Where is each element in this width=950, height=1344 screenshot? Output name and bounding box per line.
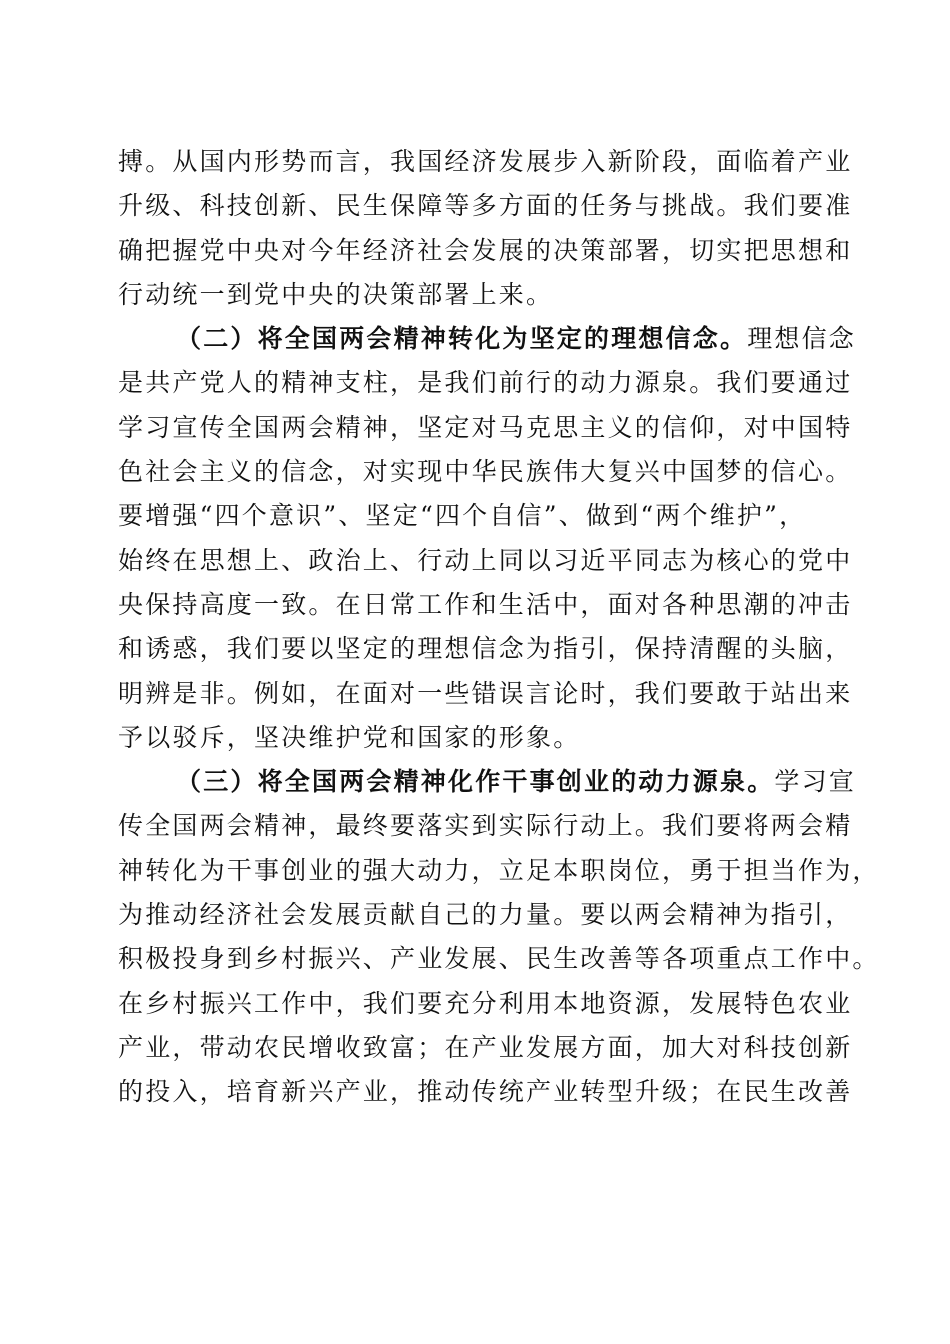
text-line: 传全国两会精神，最终要落实到实际行动上。我们要将两会精 bbox=[118, 811, 853, 841]
heading-line-rest: 理想信念 bbox=[747, 324, 857, 354]
text-line: 要增强“四个意识”、坚定“四个自信”、做到“两个维护”， bbox=[118, 501, 807, 531]
text-line: 央保持高度一致。在日常工作和生活中，面对各种思潮的冲击 bbox=[118, 589, 853, 619]
text-line: 行动统一到党中央的决策部署上来。 bbox=[118, 279, 554, 309]
text-line: 搏。从国内形势而言，我国经济发展步入新阶段，面临着产业 bbox=[118, 147, 853, 176]
document-body bbox=[118, 140, 880, 1115]
section-heading-3: （三）将全国两会精神化作干事创业的动力源泉。 bbox=[176, 767, 775, 797]
text-line: 积极投身到乡村振兴、产业发展、民生改善等各项重点工作中。 bbox=[118, 944, 880, 974]
section-heading-2: （二）将全国两会精神转化为坚定的理想信念。 bbox=[176, 324, 748, 354]
text-line: 明辨是非。例如，在面对一些错误言论时，我们要敢于站出来 bbox=[118, 678, 853, 708]
text-line: 为推动经济社会发展贡献自己的力量。要以两会精神为指引， bbox=[118, 900, 853, 930]
text-line: 升级、科技创新、民生保障等多方面的任务与挑战。我们要准 bbox=[118, 191, 853, 221]
paragraph-first-line bbox=[118, 317, 857, 361]
paragraph-first-line bbox=[118, 760, 857, 804]
text-line: 产业，带动农民增收致富；在产业发展方面，加大对科技创新 bbox=[118, 1032, 853, 1062]
paragraph-1 bbox=[118, 140, 853, 317]
text-line: 确把握党中央对今年经济社会发展的决策部署，切实把思想和 bbox=[118, 235, 853, 265]
text-line: 色社会主义的信念，对实现中华民族伟大复兴中国梦的信心。 bbox=[118, 457, 853, 487]
text-line: 是共产党人的精神支柱，是我们前行的动力源泉。我们要通过 bbox=[118, 368, 853, 398]
text-line: 学习宣传全国两会精神，坚定对马克思主义的信仰，对中国特 bbox=[118, 412, 853, 442]
paragraph-2 bbox=[118, 317, 857, 760]
text-line: 和诱惑，我们要以坚定的理想信念为指引，保持清醒的头脑， bbox=[118, 634, 853, 664]
text-line: 始终在思想上、政治上、行动上同以习近平同志为核心的党中 bbox=[118, 545, 853, 575]
text-line: 的投入，培育新兴产业，推动传统产业转型升级；在民生改善 bbox=[118, 1077, 853, 1107]
paragraph-3 bbox=[118, 760, 880, 1114]
text-line: 在乡村振兴工作中，我们要充分利用本地资源，发展特色农业 bbox=[118, 988, 853, 1018]
text-line: 予以驳斥，坚决维护党和国家的形象。 bbox=[118, 722, 581, 752]
text-line: 神转化为干事创业的强大动力，立足本职岗位，勇于担当作为， bbox=[118, 855, 880, 885]
heading-line-rest: 学习宣 bbox=[774, 767, 857, 797]
